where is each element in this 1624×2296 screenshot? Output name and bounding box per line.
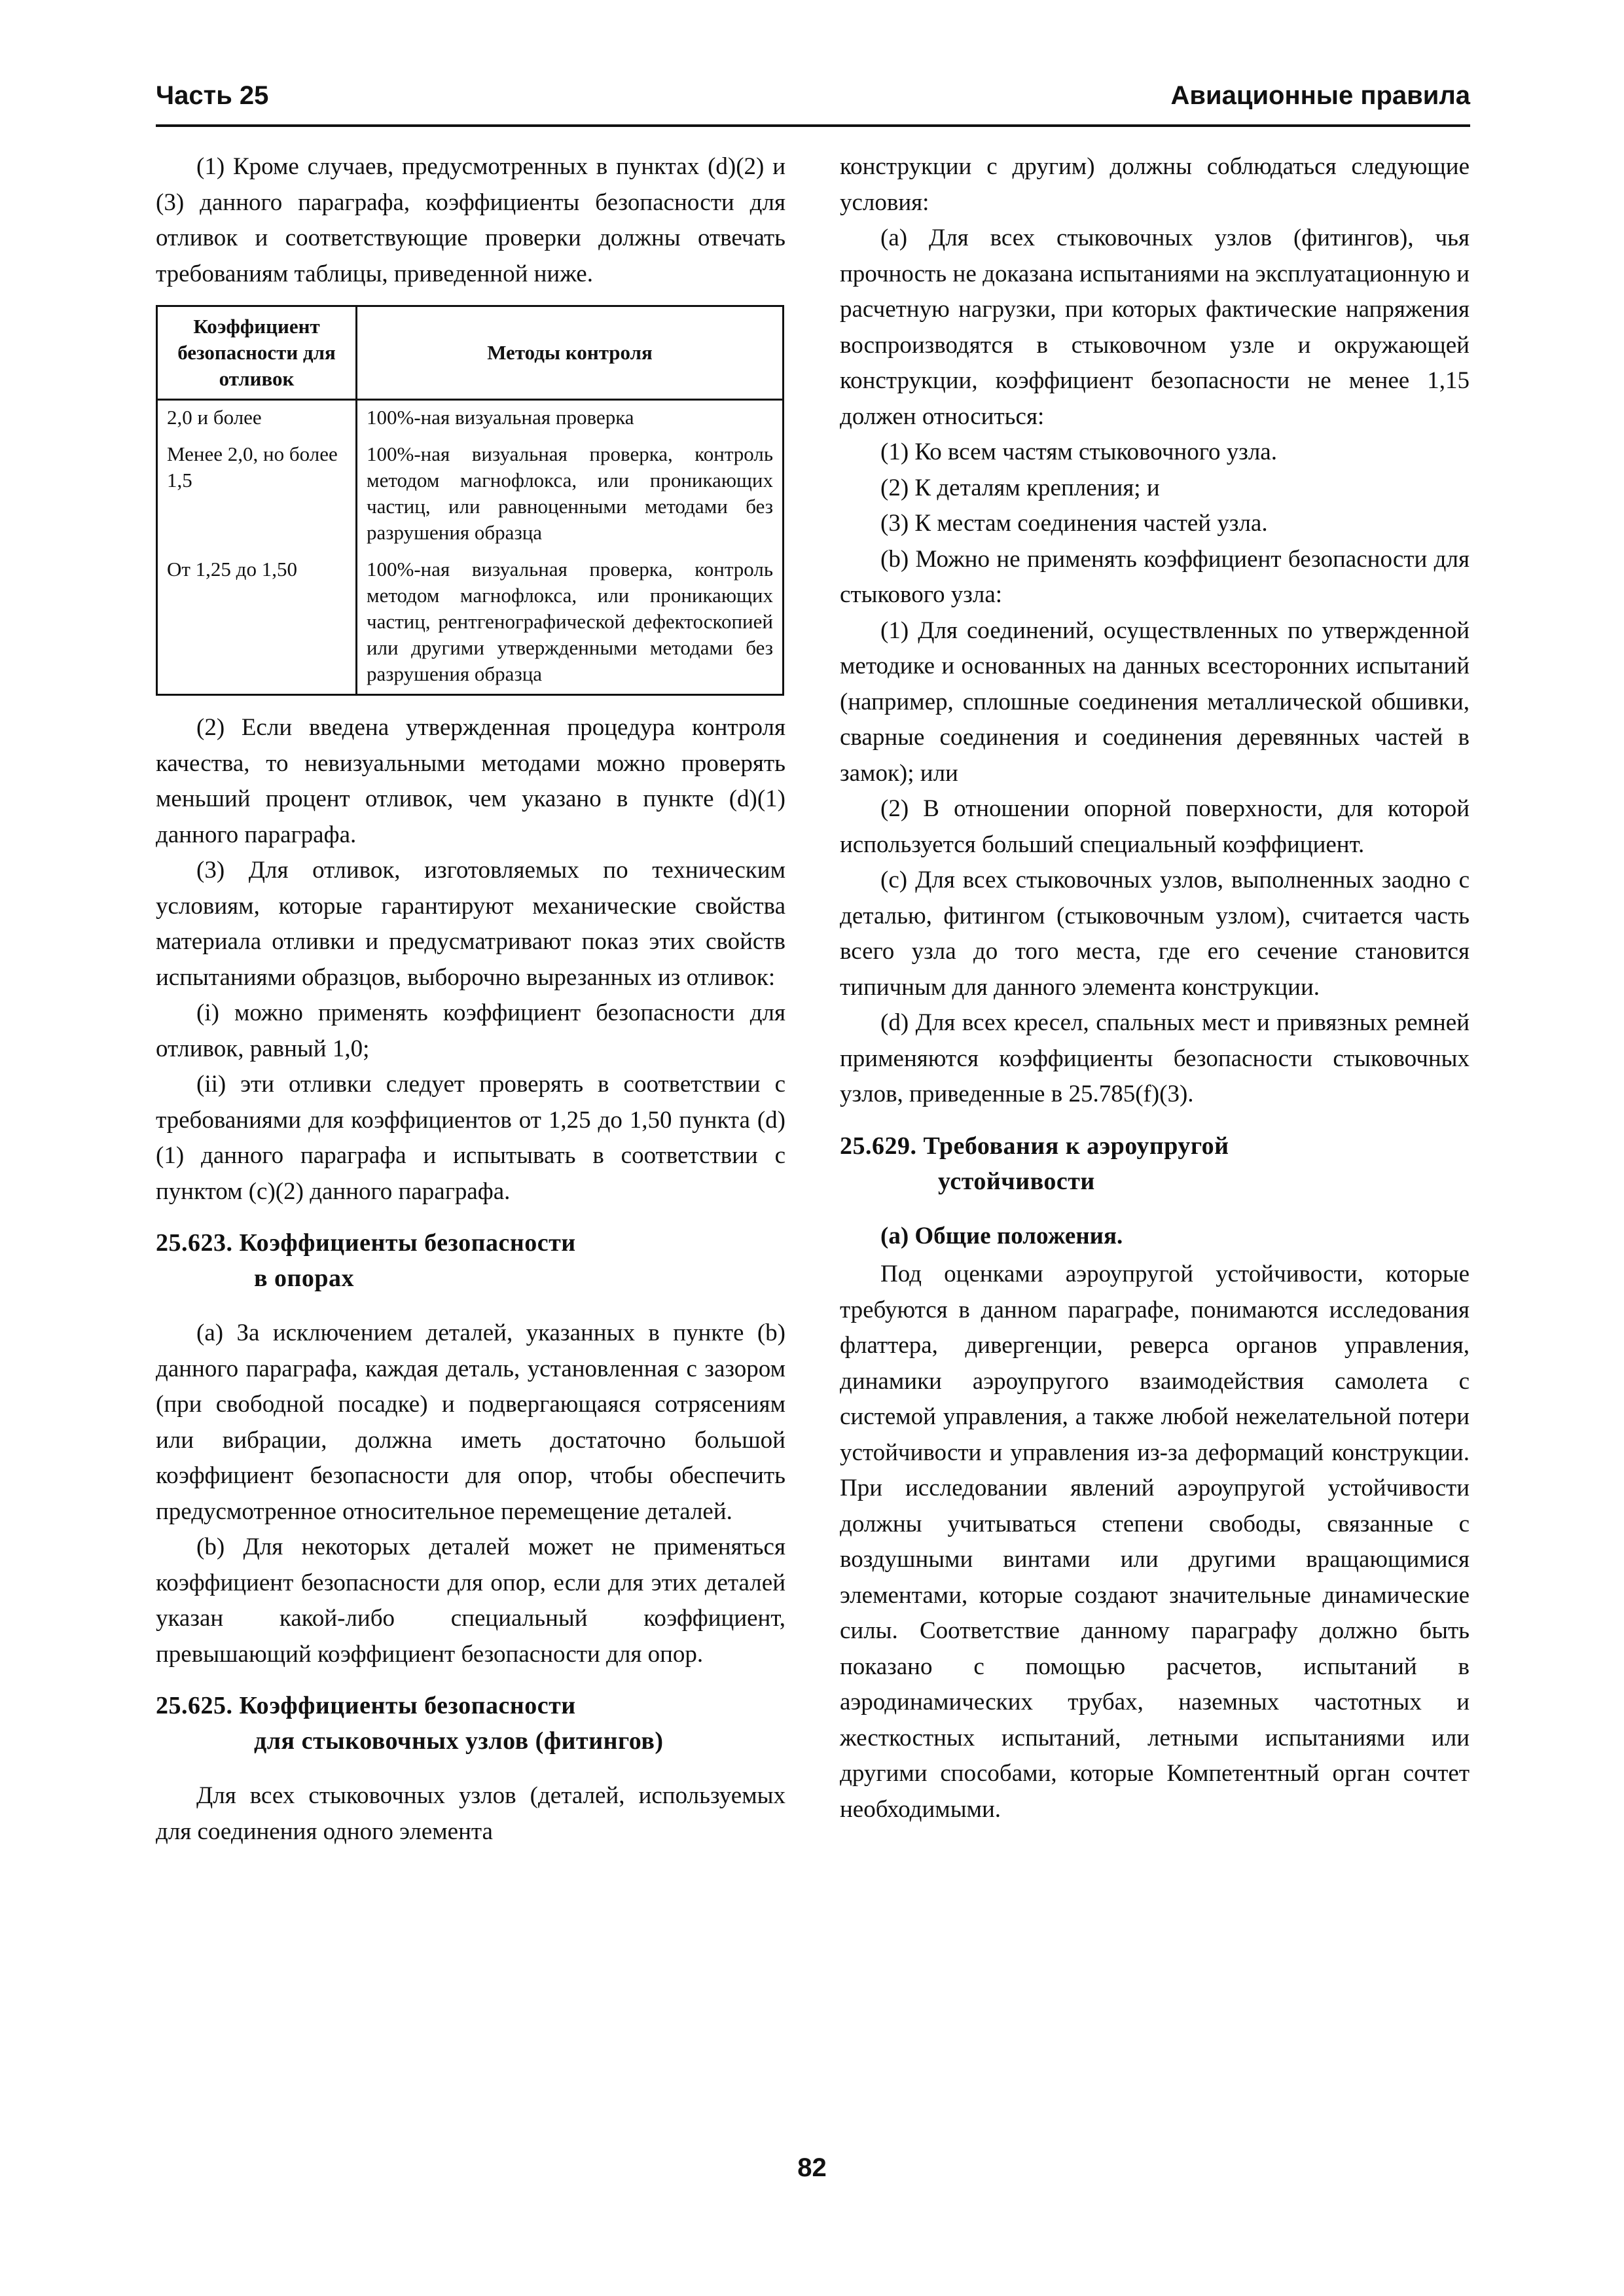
paragraph: (b) Для некоторых деталей может не применяться коэффициент безопасности для опор, если для этих деталей указан какой-либо специальный коэффициент, превышающий коэффициент безопасности для опор.: [156, 1534, 785, 1668]
paragraph: (a) Для всех стыковочных узлов (фитингов), чья прочность не доказана испытаниями на эксплуатационную и расчетную нагрузки, при которых фактические напряжения воспроизводятся в стыковочном узле и окружающей конструкции, коэффициент безопасности не менее 1,15 должен относиться:: [840, 224, 1470, 430]
paragraph: (1) Кроме случаев, предусмотренных в пунктах (d)(2) и (3) данного параграфа, коэффициенты безопасности для отливок и соответствующие проверки должны отвечать требованиям таблицы, приведенной ниже.: [156, 153, 785, 287]
paragraph: (1) Ко всем частям стыковочного узла.: [880, 439, 1277, 465]
paragraph: конструкции с другим) должны соблюдаться следующие условия:: [840, 153, 1470, 216]
table-cell-factor: От 1,25 до 1,50: [157, 552, 357, 695]
table-row: [157, 437, 784, 552]
table-row: [157, 400, 784, 438]
right-column: [840, 149, 1470, 1827]
paragraph: (1) Для соединений, осуществленных по утвержденной методике и основанных на данных всесторонних испытаний (например, сплошные соединения металлической обшивки, сварные соединения и соединения деревянных частей в замок); или: [840, 617, 1470, 787]
heading-line: 25.629. Требования к аэроупругой: [840, 1132, 1229, 1160]
table-cell-factor: Менее 2,0, но более 1,5: [157, 437, 357, 552]
paragraph: (c) Для всех стыковочных узлов, выполненных заодно с деталью, фитингом (стыковочным узлом), считается часть всего узла до того места, где его сечение становится типичным для данного элемента конструкции.: [840, 867, 1470, 1001]
section-heading-25-623: [156, 1225, 785, 1296]
section-heading-25-625: [156, 1688, 785, 1759]
table-header-factor: Коэффициент безопасности для отливок: [157, 306, 357, 400]
heading-line: устойчивости: [938, 1167, 1095, 1195]
table-cell-method: 100%-ная визуальная проверка, контроль методом магнофлокса, или проникающих частиц, рентгенографической дефектоскопией или другими утвержденными методами без разрушения образца: [357, 552, 784, 695]
table-cell-method: 100%-ная визуальная проверка: [357, 400, 784, 438]
table-cell-factor: 2,0 и более: [157, 400, 357, 438]
left-column: [156, 149, 785, 1850]
table-row: [157, 552, 784, 695]
paragraph: (ii) эти отливки следует проверять в соответствии с требованиями для коэффициентов от 1,25 до 1,50 пункта (d)(1) данного параграфа и испытывать в соответствии с пунктом (c)(2) данного параграфа.: [156, 1071, 785, 1205]
heading-line: в опорах: [254, 1265, 355, 1292]
header-part-label: Часть 25: [156, 81, 269, 110]
table-cell-method: 100%-ная визуальная проверка, контроль методом магнофлокса, или проникающих частиц, или равноценными методами без разрушения образца: [357, 437, 784, 552]
paragraph: (3) Для отливок, изготовляемых по техническим условиям, которые гарантируют механические свойства материала отливки и предусматривают показ этих свойств испытаниями образцов, выборочно вырезанных из отливок:: [156, 857, 785, 991]
subsection-heading: (a) Общие положения.: [880, 1222, 1123, 1249]
header-title: Авиационные правила: [1170, 81, 1470, 110]
heading-line: 25.623. Коэффициенты безопасности: [156, 1229, 576, 1257]
paragraph: (a) За исключением деталей, указанных в пункте (b) данного параграфа, каждая деталь, установленная с зазором (при свободной посадке) и подвергающаяся сотрясениям или вибрации, должна иметь достаточно большой коэффициент безопасности для опор, чтобы обеспечить предусмотренное относительное перемещение деталей.: [156, 1319, 785, 1525]
heading-line: 25.625. Коэффициенты безопасности: [156, 1692, 576, 1719]
section-heading-25-629: [840, 1128, 1470, 1199]
page-number: 82: [797, 2153, 827, 2182]
paragraph: (b) Можно не применять коэффициент безопасности для стыкового узла:: [840, 545, 1470, 608]
paragraph: (2) В отношении опорной поверхности, для которой используется больший специальный коэффициент.: [840, 795, 1470, 858]
heading-line: для стыковочных узлов (фитингов): [254, 1727, 664, 1755]
paragraph: (d) Для всех кресел, спальных мест и привязных ремней применяются коэффициенты безопасности стыковочных узлов, приведенные в 25.785(f)(3).: [840, 1009, 1470, 1107]
table-header-methods: Методы контроля: [357, 306, 784, 400]
paragraph: (2) Если введена утвержденная процедура контроля качества, то невизуальными методами можно проверять меньший процент отливок, чем указано в пункте (d)(1) данного параграфа.: [156, 714, 785, 848]
paragraph: (3) К местам соединения частей узла.: [880, 510, 1268, 537]
paragraph: (2) К деталям крепления; и: [880, 474, 1160, 501]
page-header: [156, 73, 1470, 127]
paragraph: Под оценками аэроупругой устойчивости, которые требуются в данном параграфе, понимаются исследования флаттера, дивергенции, реверса органов управления, динамики аэроупругого взаимодействия самолета с системой управления, а также любой нежелательной потери устойчивости и управления из-за деформаций конструкции. При исследовании явлений аэроупругой устойчивости должны учитываться степени свободы, связанные с воздушными винтами или другими вращающимися элементами, которые создают значительные динамические силы. Соответствие данному параграфу должно быть показано с помощью расчетов, испытаний в аэродинамических трубах, наземных частотных и жесткостных испытаний, летными испытаниями или другими способами, которые Компетентный орган сочтет необходимыми.: [840, 1261, 1470, 1823]
paragraph: (i) можно применять коэффициент безопасности для отливок, равный 1,0;: [156, 999, 785, 1062]
paragraph: Для всех стыковочных узлов (деталей, используемых для соединения одного элемента: [156, 1782, 785, 1845]
castings-factor-table: [156, 305, 784, 696]
